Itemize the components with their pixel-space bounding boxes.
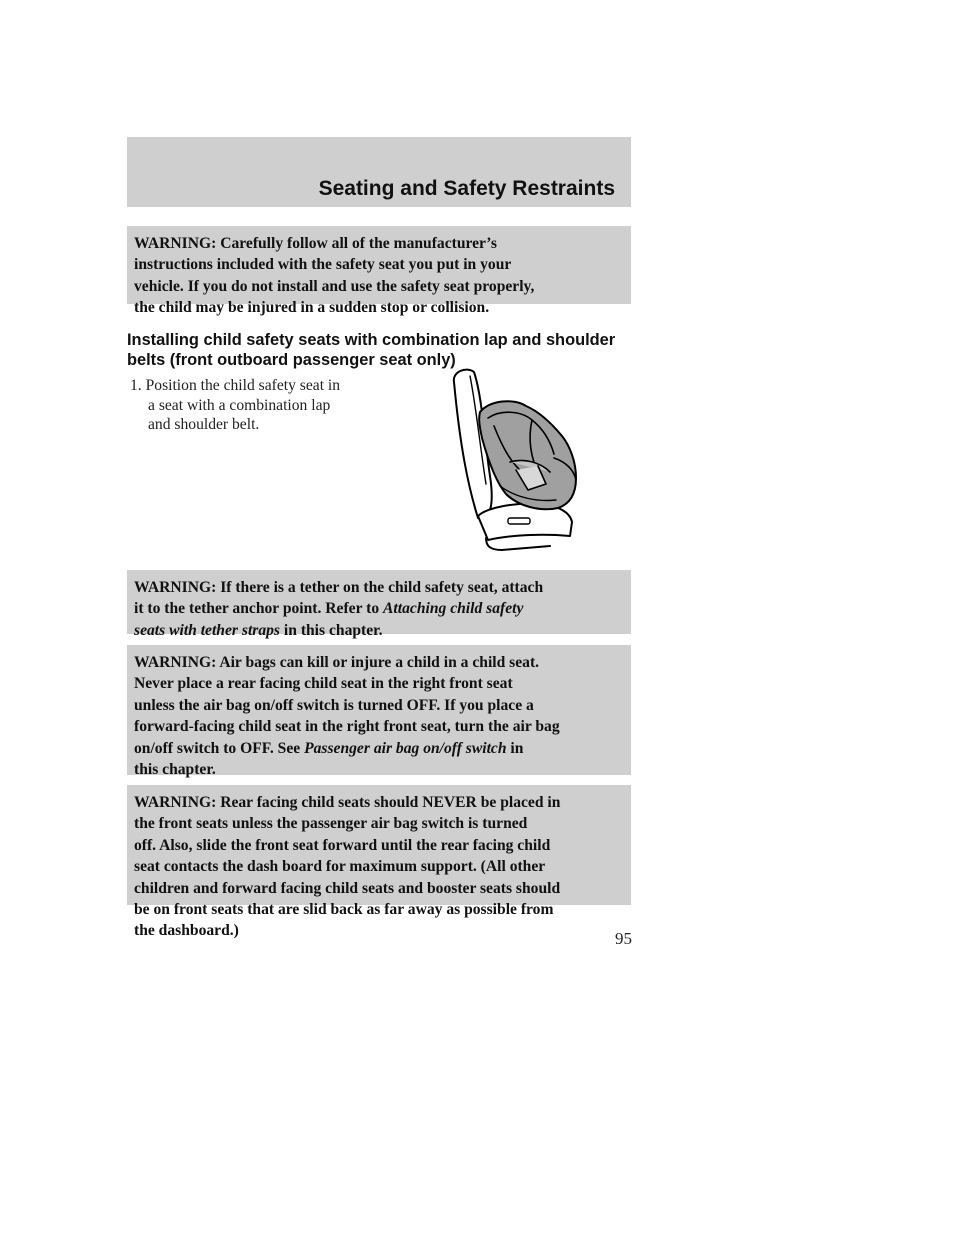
step-number: 1. <box>130 377 142 394</box>
warning-line: vehicle. If you do not install and use the safety seat properly, <box>134 277 535 295</box>
warning-line: Never place a rear facing child seat in the right front seat <box>134 675 513 693</box>
warning-line: children and forward facing child seats and booster seats should <box>134 879 561 897</box>
warning-text: it to the tether anchor point. Refer to <box>134 600 384 618</box>
warning-line: WARNING: Rear facing child seats should NEVER be placed in <box>134 794 561 811</box>
warning-line: the dashboard.) <box>134 922 239 940</box>
chapter-title: Seating and Safety Restraints <box>318 177 615 200</box>
section-heading-line: Installing child safety seats with combination lap and shoulder <box>127 331 616 349</box>
warning-text: in <box>506 739 524 757</box>
warning-line: WARNING: Air bags can kill or injure a child in a child seat. <box>134 654 540 671</box>
warning-text: on/off switch to OFF. See <box>134 739 305 757</box>
warning-box-air-bags <box>127 645 631 779</box>
page-number: 95 <box>615 929 632 948</box>
step-text-line: Position the child safety seat in <box>145 377 341 394</box>
warning-line: off. Also, slide the front seat forward until the rear facing child <box>134 836 551 854</box>
warning-line: this chapter. <box>134 761 216 779</box>
warning-line: WARNING: If there is a tether on the child safety seat, attach <box>134 579 544 596</box>
warning-line: forward-facing child seat in the right front seat, turn the air bag <box>134 718 560 736</box>
warning-line: WARNING: Carefully follow all of the manufacturer’s <box>134 235 497 252</box>
step-1 <box>130 376 340 435</box>
step-text-line: and shoulder belt. <box>148 416 260 433</box>
warning-line: the child may be injured in a sudden stop or collision. <box>134 299 490 317</box>
warning-line: be on front seats that are slid back as far away as possible from <box>134 901 554 919</box>
warning-text: in this chapter. <box>280 621 383 639</box>
warning-line: the front seats unless the passenger air bag switch is turned <box>134 815 528 833</box>
warning-box-tether <box>127 570 631 639</box>
warning-line: instructions included with the safety seat you put in your <box>134 256 512 274</box>
cross-reference: Passenger air bag on/off switch <box>304 739 507 757</box>
chapter-header <box>127 137 631 207</box>
cross-reference: seats with tether straps <box>134 621 281 639</box>
section-heading-line: belts (front outboard passenger seat only) <box>127 351 456 369</box>
warning-box-follow-instructions <box>127 226 631 317</box>
child-safety-seat-illustration-icon <box>430 366 595 552</box>
section-heading <box>127 330 615 370</box>
cross-reference: Attaching child safety <box>383 600 524 618</box>
step-text-line: a seat with a combination lap <box>148 396 331 414</box>
warning-line: seat contacts the dash board for maximum support. (All other <box>134 858 546 876</box>
warning-line: unless the air bag on/off switch is turned OFF. If you place a <box>134 696 534 714</box>
